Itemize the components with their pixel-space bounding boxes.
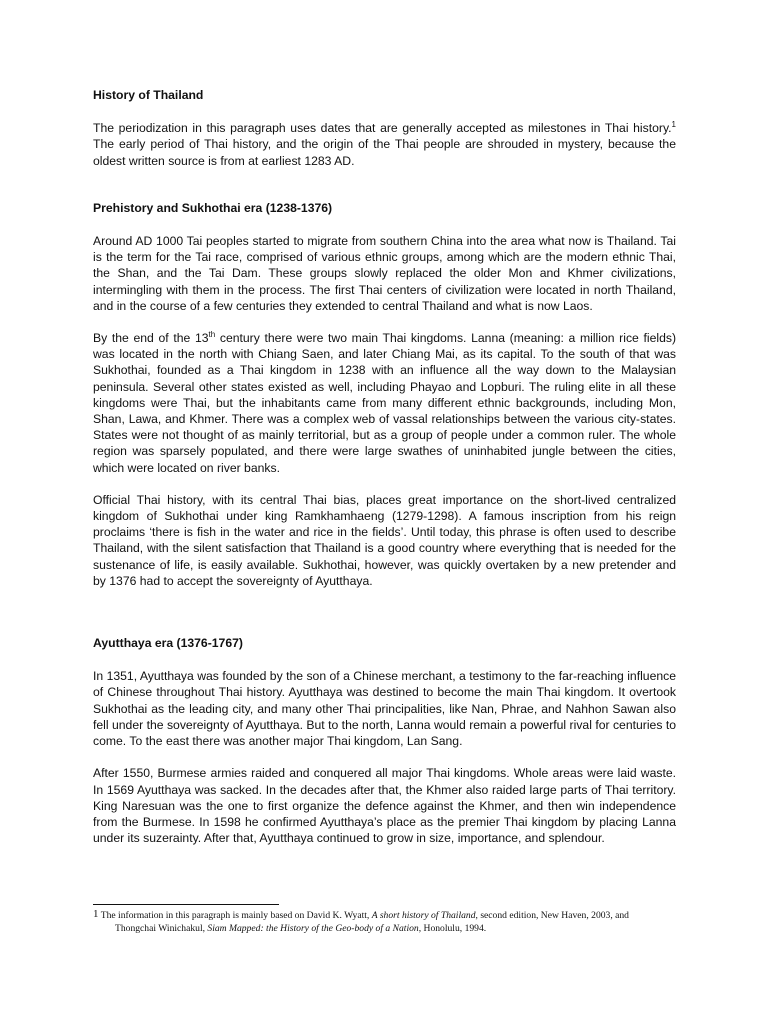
paragraph-text: By the end of the 13 xyxy=(93,331,209,346)
intro-text-1: The periodization in this paragraph uses dates that are generally accepted as milestones in Thai history. xyxy=(93,121,672,136)
document-body xyxy=(93,87,676,862)
footnote-text: , second edition, New Haven, 2003, and xyxy=(475,910,629,921)
footnote-reference[interactable]: 1 xyxy=(671,120,676,130)
section-heading-sukhothai: Prehistory and Sukhothai era (1238-1376) xyxy=(93,200,333,215)
footnote-book-title: Siam Mapped: the History of the Geo-body of a Nation, xyxy=(207,923,422,934)
footnote-book-title: A short history of Thailand xyxy=(371,910,476,921)
paragraph-text: century there were two main Thai kingdoms. Lanna (meaning: a million rice fields) was located in the north with Chiang Saen, and later Chiang Mai, as its capital. To the south of that was Sukhothai, founded as a Thai kingdom in 1238 with an influence all the way down to the Malaysian peninsula. Several other states existed as well, including Phayao and Lopburi. The ruling elite in all these kingdoms were Thai, but the inhabitants came from many different ethnic backgrounds, including Mon, Shan, Lawa, and Khmer. There was a complex web of vassal relationships between the various city-states. States were not thought of as mainly territorial, but as a group of people under a common ruler. The whole region was sparsely populated, and there were large swathes of uninhabited jungle between the cities, which were located on river banks. xyxy=(93,331,677,475)
footnote-text: Thongchai Winichakul, xyxy=(115,923,208,934)
section-heading-ayutthaya: Ayutthaya era (1376-1767) xyxy=(93,636,243,651)
footnote-text: The information in this paragraph is mainly based on David K. Wyatt, xyxy=(98,910,372,921)
paragraph-ayutthaya-founding: In 1351, Ayutthaya was founded by the son of a Chinese merchant, a testimony to the far-reaching influence of Chinese throughout Thai history. Ayutthaya was destined to become the main Thai kingdom. It overtook Sukhothai as the leading city, and many other Thai principalities, like Nan, Phrae, and Nahhon Sawan also fell under the sovereignty of Ayutthaya. But to the north, Lanna would remain a powerful rival for centuries to come. To the east there was another major Thai kingdom, Lan Sang. xyxy=(93,669,676,749)
footnote-separator xyxy=(93,904,279,905)
intro-paragraph xyxy=(93,120,676,169)
footnote-line-1 xyxy=(93,909,683,922)
document-title: History of Thailand xyxy=(93,88,204,102)
paragraph-official-history: Official Thai history, with its central Thai bias, places great importance on the short-lived centralized kingdom of Sukhothai under king Ramkhamhaeng (1279-1298). A famous inscription from his reign proclaims ‘there is fish in the water and rice in the fields’. Until today, this phrase is often used to describe Thailand, with the silent satisfaction that Thailand is a good country where everything that is needed for the sustenance of life, is easily available. Sukhothai, however, was quickly overtaken by a new pretender and by 1376 had to accept the sovereignty of Ayutthaya. xyxy=(93,492,676,588)
superscript: th xyxy=(208,329,216,339)
spacer xyxy=(93,185,676,200)
intro-text-2: The early period of Thai history, and the origin of the Thai people are shrouded in mystery, because the oldest written source is from at earliest 1283 AD. xyxy=(93,137,676,168)
paragraph-tai-migration: Around AD 1000 Tai peoples started to migrate from southern China into the area what now is Thailand. Tai is the term for the Tai race, comprised of various ethnic groups, among which are the modern ethnic Thai, the Shan, and the Tai Dam. These groups slowly replaced the older Mon and Khmer civilizations, intermingling with them in the process. The first Thai centers of civilization were located in north Thailand, and in the course of a few centuries they extended to central Thailand and what is now Laos. xyxy=(93,234,676,313)
footnote-mark: 1 xyxy=(93,908,99,920)
paragraph-thai-kingdoms xyxy=(93,330,676,476)
footnote-text: Honolulu, 1994. xyxy=(421,923,487,934)
footnote-line-2 xyxy=(93,922,683,935)
spacer xyxy=(93,605,676,635)
paragraph-burmese-raids: After 1550, Burmese armies raided and conquered all major Thai kingdoms. Whole areas were laid waste. In 1569 Ayutthaya was sacked. In the decades after that, the Khmer also raided large parts of Thai territory. King Naresuan was the one to first organize the defence against the Khmer, and then win independence from the Burmese. In 1598 he confirmed Ayutthaya’s place as the premier Thai kingdom by placing Lanna under its suzerainty. After that, Ayutthaya continued to grow in size, importance, and splendour. xyxy=(93,766,676,846)
footnote xyxy=(93,909,683,935)
